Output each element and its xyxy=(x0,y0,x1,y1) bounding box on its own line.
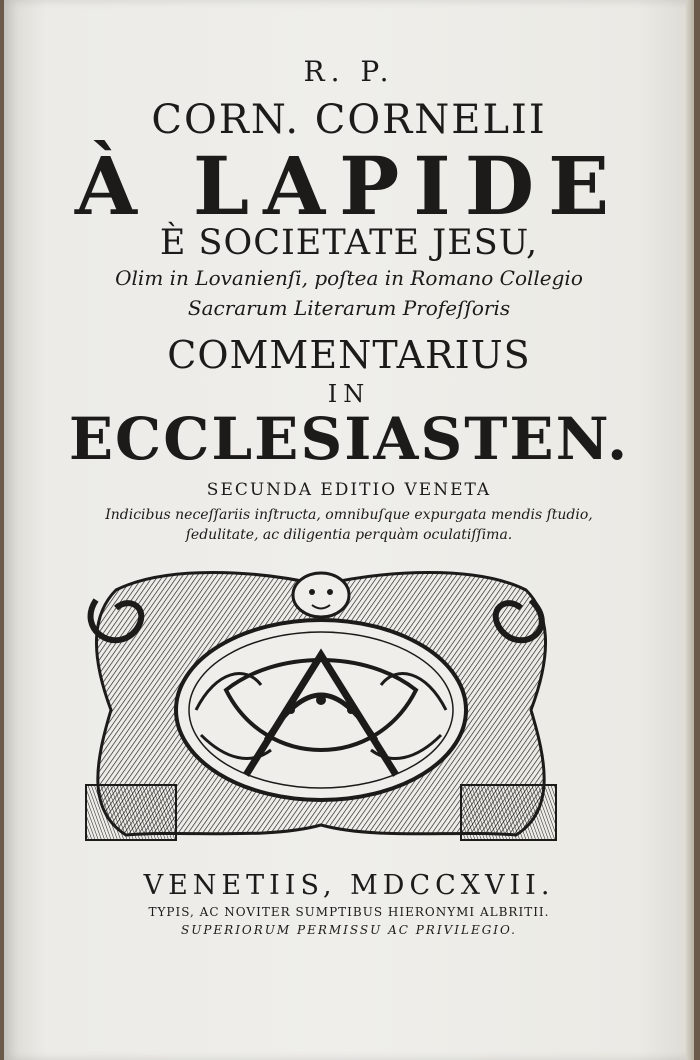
author-name: CORN. CORNELII xyxy=(151,97,547,143)
author-prefix: R. P. xyxy=(303,55,395,88)
imprint-printer: TYPIS, AC NOVITER SUMPTIBUS HIERONYMI ALBRITII. xyxy=(148,905,550,919)
printers-device-cartouche-icon xyxy=(76,560,566,845)
author-order: È SOCIETATE JESU, xyxy=(159,223,539,263)
author-description: Olim in Lovanienſi, poſtea in Romano Collegio xyxy=(115,266,583,290)
edition-note-1: Indicibus neceſſariis inſtructa, omnibuſque expurgata mendis ſtudio, xyxy=(105,507,593,523)
edition-statement: SECUNDA EDITIO VENETA xyxy=(206,480,492,500)
author-title: Sacrarum Literarum Profeſſoris xyxy=(187,296,511,320)
work-title-in: IN xyxy=(327,380,371,408)
imprint-city-year: VENETIIS, MDCCXVII. xyxy=(143,870,555,901)
edition-note-2: ſedulitate, ac diligentia perquàm oculatiſſima. xyxy=(185,527,513,543)
imprint-privilege: SUPERIORUM PERMISSU AC PRIVILEGIO. xyxy=(180,923,517,937)
work-title: COMMENTARIUS xyxy=(167,333,531,377)
title-page xyxy=(4,0,694,1060)
work-subject: ECCLESIASTEN. xyxy=(68,405,630,473)
author-surname: À LAPIDE xyxy=(74,139,624,233)
